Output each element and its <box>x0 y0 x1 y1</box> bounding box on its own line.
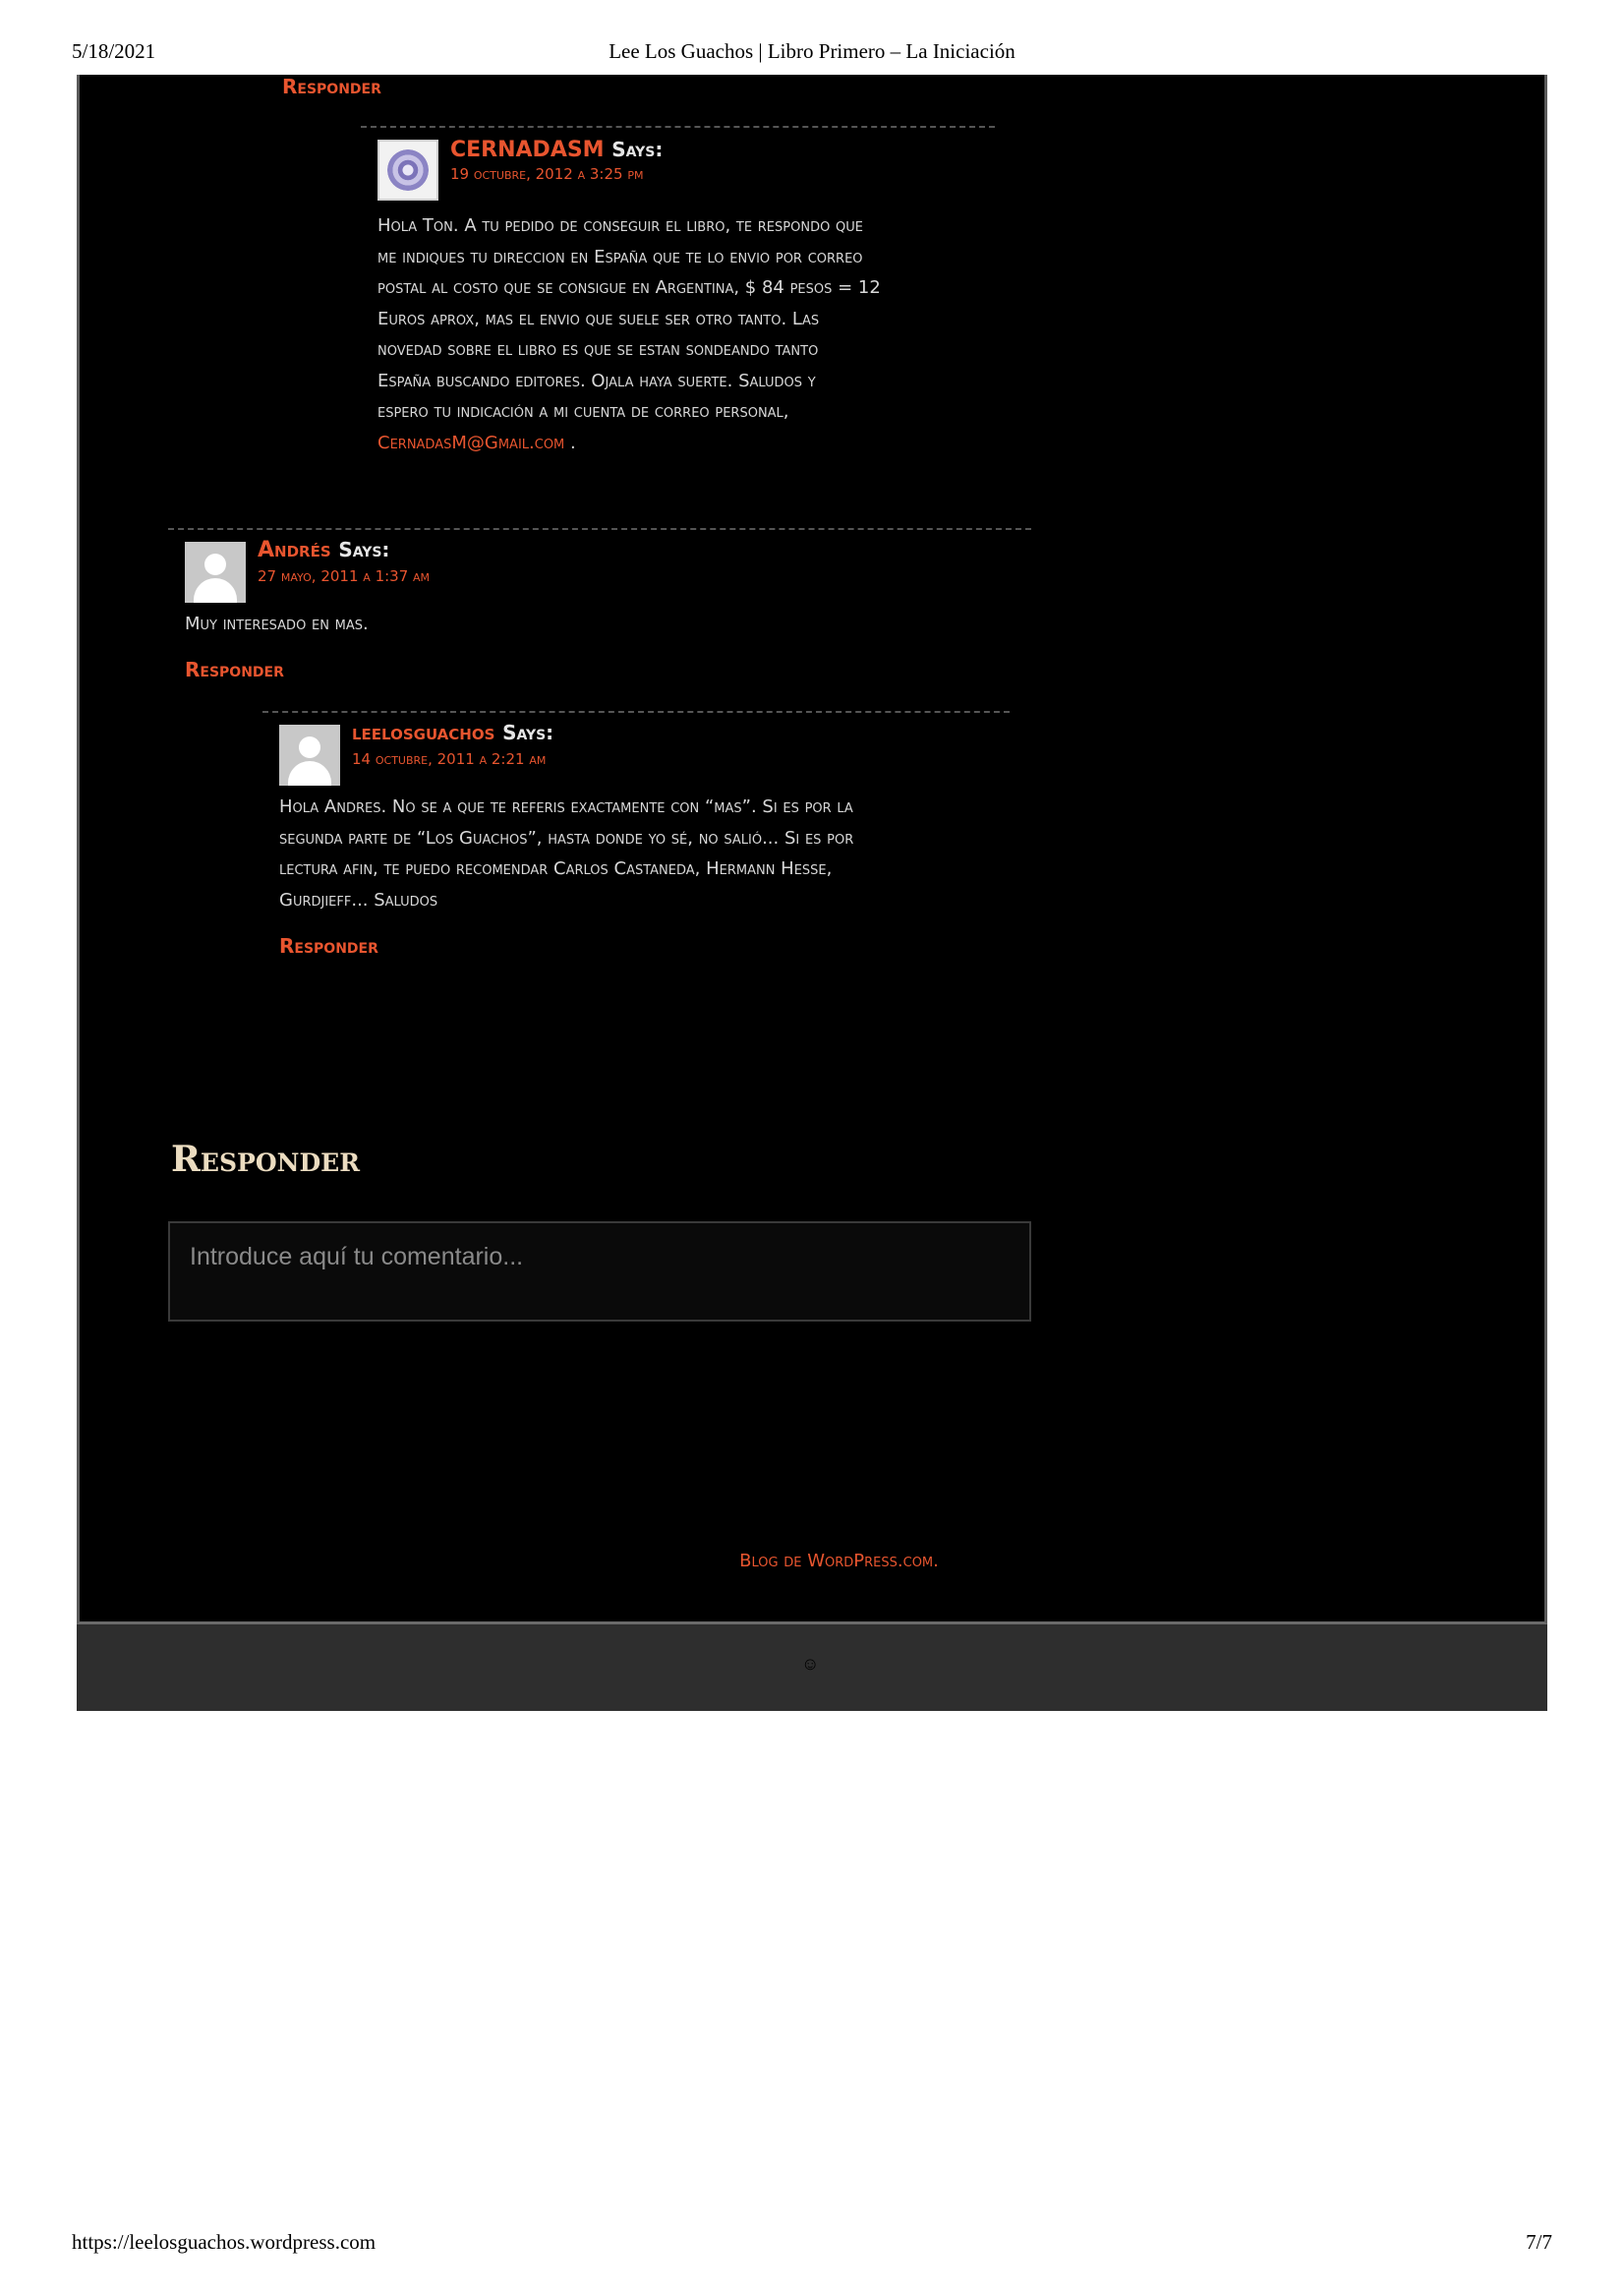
reply-link[interactable]: Responder <box>279 934 378 958</box>
smiley-icon: ☺ <box>801 1654 820 1674</box>
comment-text-line: Gurdjieff... Saludos <box>279 889 438 911</box>
comment-text-line: novedad sobre el libro es que se estan sondeando tanto <box>377 339 819 360</box>
comment-author-name[interactable]: leelosguachos <box>352 721 495 745</box>
comment-text-line: postal al costo que se consigue en Argentina, $ 84 pesos = 12 <box>377 277 881 298</box>
comment-text-line: Muy interesado en mas. <box>185 614 369 634</box>
comment-date[interactable]: 14 octubre, 2011 a 2:21 am <box>352 750 547 768</box>
print-title: Lee Los Guachos | Libro Primero – La Iniciación <box>609 39 1015 63</box>
comment-text-line: espero tu indicación a mi cuenta de correo personal, <box>377 401 789 422</box>
print-date: 5/18/2021 <box>72 39 156 63</box>
comment-text-line: España buscando editores. Ojala haya suerte. Saludos y <box>377 370 816 391</box>
avatar <box>185 542 246 603</box>
comment-text-line: Hola Ton. A tu pedido de conseguir el libro, te respondo que <box>377 215 863 236</box>
comment-text-line: Euros aprox, mas el envio que suele ser otro tanto. Las <box>377 308 820 329</box>
comment-text-line: segunda parte de “Los Guachos”, hasta donde yo sé, no salió... Si es por <box>279 827 854 849</box>
comment-text <box>185 609 1011 640</box>
comment <box>262 711 1010 969</box>
comment-text <box>377 210 1007 458</box>
default-avatar-icon <box>299 736 320 758</box>
comment-text-line: Hola Andres. No se a que te referis exactamente con “mas”. Si es por la <box>279 796 853 817</box>
reply-heading: Responder <box>171 1139 360 1180</box>
comment-author-name[interactable]: CERNADASM <box>450 138 605 162</box>
avatar-image-icon <box>387 149 429 191</box>
comment-text-line: me indiques tu direccion en España que te lo envio por correo <box>377 246 863 267</box>
reply-link[interactable]: Responder <box>185 658 284 681</box>
comment <box>361 126 995 452</box>
print-page-number: 7/7 <box>1526 2230 1552 2254</box>
comment-author[interactable] <box>450 138 663 162</box>
comment-author-name[interactable]: Andrés <box>258 538 331 562</box>
email-suffix: . <box>564 432 576 453</box>
comment-text <box>279 792 1007 915</box>
wordpress-blog-link[interactable]: Blog de WordPress.com. <box>739 1551 939 1571</box>
avatar <box>377 140 438 201</box>
says-label: Says: <box>338 538 390 561</box>
comment-text-line <box>377 428 1007 459</box>
comment-date[interactable]: 27 mayo, 2011 a 1:37 am <box>258 567 431 585</box>
comment-date[interactable]: 19 octubre, 2012 a 3:25 pm <box>450 165 644 183</box>
comment-author[interactable] <box>352 721 553 745</box>
reply-link[interactable]: Responder <box>282 75 381 98</box>
bottom-bar <box>77 1624 1547 1711</box>
avatar <box>279 725 340 786</box>
page-content <box>77 75 1547 1624</box>
comment <box>168 528 1031 707</box>
default-avatar-icon <box>204 554 226 575</box>
comment-input[interactable]: Introduce aquí tu comentario... <box>168 1221 1031 1322</box>
says-label: Says: <box>611 138 664 161</box>
footer <box>80 1551 1544 1571</box>
comment-text-line: lectura afin, te puedo recomendar Carlos Castaneda, Hermann Hesse, <box>279 858 833 879</box>
comment-author[interactable] <box>258 538 389 562</box>
email-link[interactable]: CernadasM@Gmail.com <box>377 432 565 453</box>
says-label: Says: <box>502 721 554 744</box>
print-url: https://leelosguachos.wordpress.com <box>72 2230 377 2254</box>
